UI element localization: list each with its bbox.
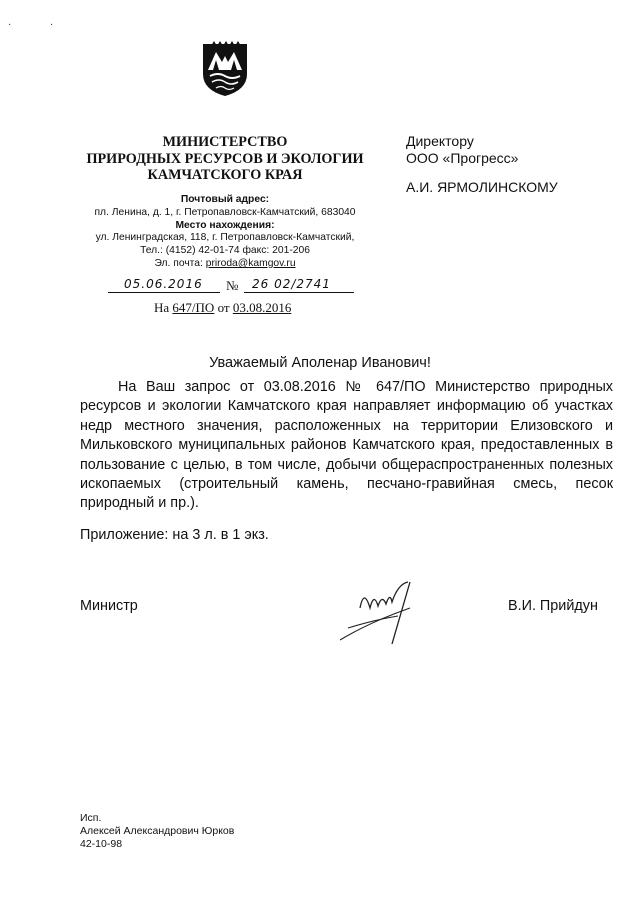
executor-block bbox=[80, 812, 234, 851]
recipient-name: А.И. ЯРМОЛИНСКОМУ bbox=[406, 179, 558, 195]
ministry-line-3: КАМЧАТСКОГО КРАЯ bbox=[147, 167, 303, 183]
ministry-address-block bbox=[60, 194, 390, 271]
number-sign: № bbox=[226, 278, 239, 293]
registration-line bbox=[108, 274, 354, 298]
executor-name: Алексей Александрович Юрков bbox=[80, 825, 235, 837]
reference-line bbox=[154, 300, 291, 316]
postal-label: Почтовый адрес: bbox=[180, 194, 270, 205]
number-underline bbox=[244, 292, 354, 293]
registration-date: 05.06.2016 bbox=[124, 277, 203, 291]
ref-prefix: На bbox=[154, 300, 170, 315]
recipient-block bbox=[406, 133, 558, 196]
greeting: Уважаемый Аполенар Иванович! bbox=[209, 355, 431, 371]
phone-fax: Тел.: (4152) 42-01-74 факс: 201-206 bbox=[140, 245, 310, 257]
letter-body: На Ваш запрос от 03.08.2016 № 647/ПО Министерство природных ресурсов и экологии Камчатского края направляет информацию об участках недр местного значения, расположенных на территории Елизовского и Мильковского муниципальных районов Камчатского края, предоставленных в пользование с целью, в том числе, добычи общераспространенных полезных ископаемых (строительный камень, песчано-гравийная смесь, песок природный и пр.). bbox=[80, 379, 613, 512]
ministry-name bbox=[60, 134, 390, 184]
executor-phone: 42-10-98 bbox=[80, 838, 123, 850]
signer-title: Министр bbox=[80, 598, 138, 614]
executor-label: Исп. bbox=[80, 812, 102, 824]
ministry-line-1: МИНИСТЕРСТВО bbox=[162, 134, 288, 150]
registration-number: 26 02/2741 bbox=[252, 277, 331, 291]
email-link[interactable]: priroda@kamgov.ru bbox=[205, 257, 296, 269]
date-underline bbox=[108, 292, 220, 293]
handwritten-signature-icon bbox=[330, 578, 440, 650]
signer-name: В.И. Прийдун bbox=[508, 598, 598, 614]
postal-address: пл. Ленина, д. 1, г. Петропавловск-Камчатский, 683040 bbox=[94, 206, 356, 218]
recipient-company: ООО «Прогресс» bbox=[406, 150, 519, 166]
ref-middle: от bbox=[217, 300, 230, 315]
ref-number: 647/ПО bbox=[172, 300, 215, 315]
ref-date: 03.08.2016 bbox=[232, 300, 292, 315]
location-label: Место нахождения: bbox=[175, 219, 275, 231]
email-line bbox=[60, 258, 390, 271]
email-label: Эл. почта: bbox=[154, 257, 206, 269]
appendix-note: Приложение: на 3 л. в 1 экз. bbox=[80, 527, 269, 543]
ministry-line-2: ПРИРОДНЫХ РЕСУРСОВ И ЭКОЛОГИИ bbox=[86, 150, 364, 167]
kamchatka-coat-of-arms-icon bbox=[200, 40, 250, 98]
location-address: ул. Ленинградская, 118, г. Петропавловск-Камчатский, bbox=[95, 232, 355, 244]
recipient-position: Директору bbox=[406, 133, 474, 149]
scan-dots: · · bbox=[8, 20, 72, 31]
